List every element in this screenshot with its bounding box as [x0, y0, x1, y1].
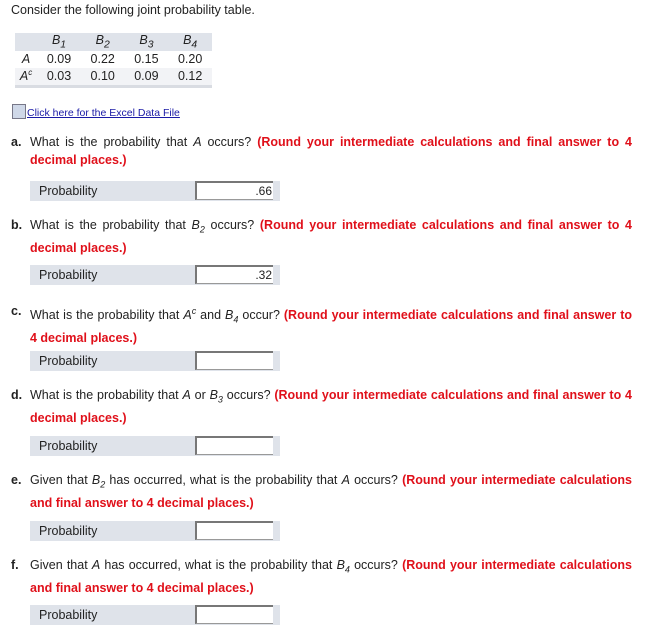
table-cell: 0.20 — [177, 52, 203, 66]
subscript: 2 — [103, 39, 110, 51]
probability-label: Probability — [39, 184, 98, 198]
question-text — [30, 471, 632, 512]
question-text-segment: occurs? — [204, 218, 260, 232]
table-cell: 0.12 — [168, 68, 212, 87]
probability-label: Probability — [39, 439, 98, 453]
question-text-segment: occurs? — [222, 388, 275, 402]
answer-row — [30, 521, 280, 541]
question-text-segment: A — [183, 308, 192, 323]
question-text-segment: What is the probability that — [30, 308, 184, 323]
probability-label: Probability — [39, 524, 98, 538]
rounding-instruction: (Round your intermediate calculations and final answer to 4 decimal places.) — [30, 558, 632, 595]
answer-row — [30, 351, 280, 371]
probability-input[interactable] — [195, 605, 276, 624]
table-header-row — [15, 33, 212, 51]
answer-row — [30, 605, 280, 625]
question-letter: b. — [11, 218, 23, 232]
question-letter: a. — [11, 135, 22, 149]
answer-row — [30, 265, 280, 285]
question-a — [11, 133, 632, 169]
header-cell: $B_4$ — [168, 33, 212, 51]
probability-label: Probability — [39, 268, 98, 282]
question-letter: c. — [11, 304, 22, 318]
probability-input[interactable] — [195, 521, 276, 540]
question-text-segment: or — [190, 388, 210, 402]
subscript: 3 — [147, 39, 154, 51]
subscript: 4 — [191, 39, 198, 51]
question-text-segment: occurs? — [349, 558, 403, 572]
question-text-segment: occurs? — [201, 135, 258, 149]
question-text-segment: B — [209, 388, 218, 402]
question-text-segment: What is the probability that — [30, 135, 194, 149]
question-text-segment: What is the probability that — [30, 218, 192, 232]
question-text-segment: 4 — [233, 314, 239, 325]
question-text — [30, 386, 632, 427]
table-cell: 0.03 — [37, 68, 81, 87]
question-text — [30, 133, 632, 169]
subscript: 1 — [60, 39, 67, 51]
row-edge — [273, 351, 280, 371]
question-text — [30, 302, 632, 347]
question-text-segment: 4 — [344, 564, 350, 575]
excel-data-link[interactable] — [12, 104, 180, 119]
question-text — [30, 556, 632, 597]
row-edge — [273, 521, 280, 541]
excel-file-icon — [12, 104, 26, 119]
header-cell: $B_3$ — [125, 33, 169, 51]
question-b — [11, 216, 632, 257]
question-d — [11, 386, 632, 427]
question-text-segment: B — [336, 558, 345, 572]
question-text-segment: and — [196, 308, 226, 323]
row-edge — [273, 265, 280, 285]
row-edge — [273, 436, 280, 456]
question-text — [30, 216, 632, 257]
answer-row — [30, 436, 280, 456]
row-edge — [273, 605, 280, 625]
question-f — [11, 556, 632, 597]
question-text-segment: has occurred, what is the probability that — [100, 558, 337, 572]
table-cell: 0.09 — [125, 68, 169, 87]
question-letter: d. — [11, 388, 23, 402]
probability-input[interactable] — [195, 351, 276, 370]
table-cell: 0.09 — [46, 52, 72, 66]
probability-input[interactable] — [195, 436, 276, 455]
probability-label: Probability — [39, 354, 98, 368]
question-text-segment: A — [182, 388, 191, 402]
question-text-segment: B — [191, 218, 200, 232]
question-text-segment: A — [91, 558, 101, 572]
probability-input[interactable]: .32 — [195, 265, 276, 284]
question-text-segment: 2 — [100, 479, 106, 490]
row-label: $A^c$ — [15, 68, 37, 87]
header-cell: $B_1$ — [37, 33, 81, 51]
probability-label: Probability — [39, 608, 98, 622]
rounding-instruction: (Round your intermediate calculations and final answer to 4 decimal places.) — [30, 218, 632, 255]
rounding-instruction: (Round your intermediate calculations and final answer to 4 decimal places.) — [30, 308, 632, 345]
question-text-segment: has occurred, what is the probability that — [105, 473, 342, 487]
question-text-segment: occurs? — [349, 473, 403, 487]
intro-text: Consider the following joint probability table. — [11, 3, 255, 17]
question-e — [11, 471, 632, 512]
question-text-segment: 2 — [199, 224, 205, 235]
question-text-segment: A — [193, 135, 202, 149]
joint-probability-table — [15, 33, 212, 88]
question-text-segment: What is the probability that — [30, 388, 183, 402]
answer-row — [30, 181, 280, 201]
question-letter: e. — [11, 473, 22, 487]
excel-link-label: Click here for the Excel Data File — [27, 107, 180, 119]
question-c — [11, 302, 632, 347]
question-text-segment: Given that — [30, 558, 92, 572]
table-row — [15, 68, 212, 87]
table-cell: 0.15 — [134, 52, 159, 66]
corner-cell — [15, 33, 37, 51]
question-text-segment: B — [91, 473, 101, 487]
probability-input[interactable]: .66 — [195, 181, 276, 200]
row-edge — [273, 181, 280, 201]
question-text-segment: occur? — [238, 308, 284, 323]
table-cell: 0.22 — [90, 52, 115, 66]
question-text-segment: 3 — [217, 394, 223, 405]
table-row — [15, 51, 212, 68]
question-text-segment: A — [341, 473, 350, 487]
question-text-segment: c — [191, 306, 197, 316]
rounding-instruction: (Round your intermediate calculations and final answer to 4 decimal places.) — [30, 388, 632, 425]
rounding-instruction: (Round your intermediate calculations and final answer to 4 decimal places.) — [30, 135, 632, 167]
question-letter: f. — [11, 558, 19, 572]
question-text-segment: Given that — [30, 473, 92, 487]
question-text-segment: B — [225, 308, 234, 323]
table-cell: 0.10 — [81, 68, 125, 87]
header-cell: $B_2$ — [81, 33, 125, 51]
rounding-instruction: (Round your intermediate calculations and final answer to 4 decimal places.) — [30, 473, 632, 510]
row-label: A — [21, 52, 31, 66]
